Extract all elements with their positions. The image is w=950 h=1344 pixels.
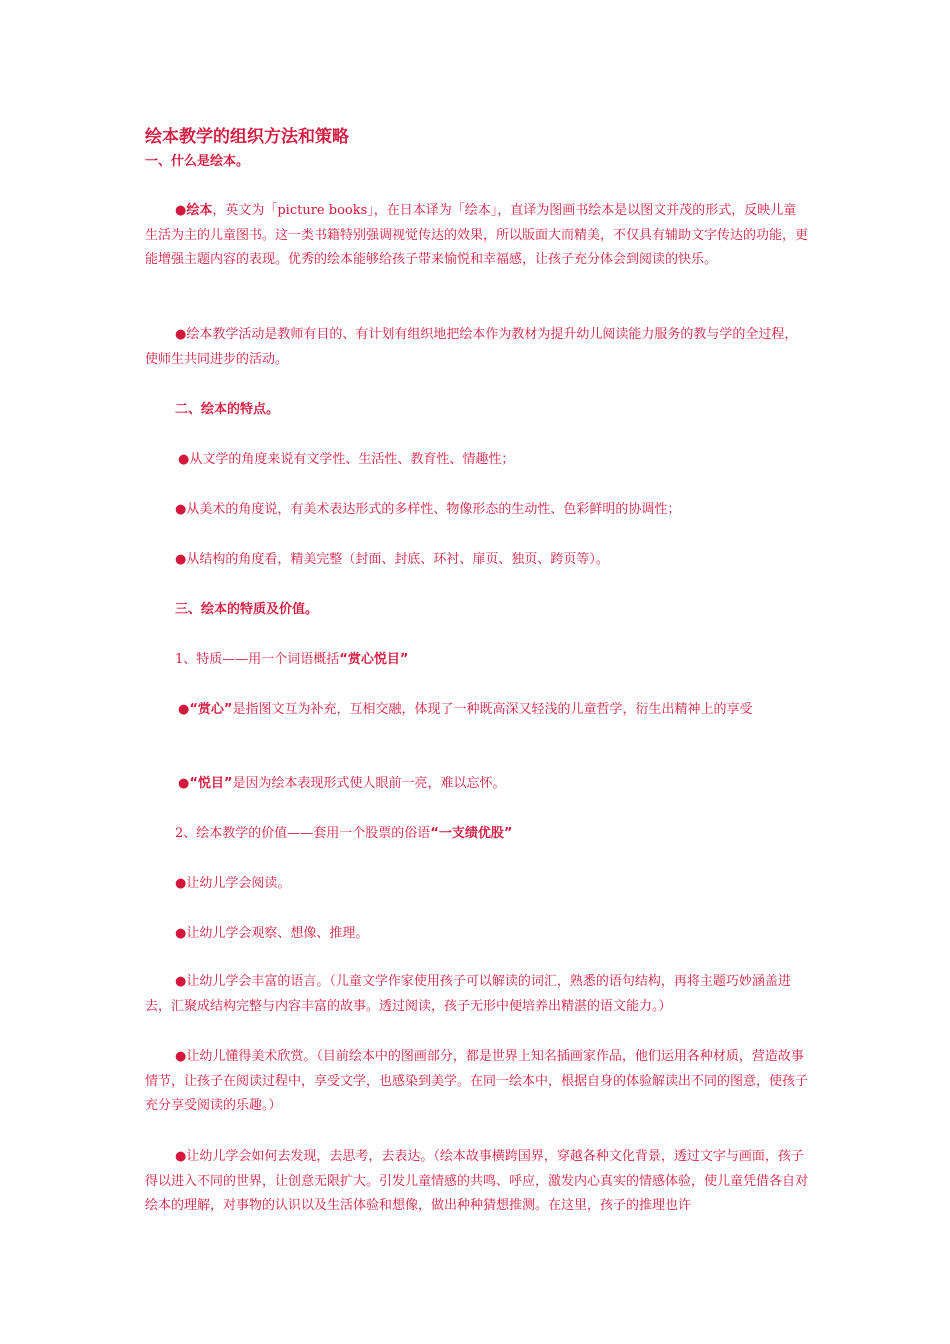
bullet-icon: ● [175,203,187,218]
subsection-quality-emphasis: “赏心悦目” [339,652,409,667]
bullet-icon: ● [178,702,190,717]
feature-item-art: ●从美术的角度说，有美术表达形式的多样性、物像形态的生动性、色彩鲜明的协调性； [175,502,681,517]
value-item-language: ●让幼儿学会丰富的语言。（儿童文学作家使用孩子可以解读的词汇，熟悉的语句结构，再将主题巧妙涵盖进去，汇聚成结构完整与内容丰富的故事。透过阅读，孩子无形中便培养出精湛的语文能力。） [145,974,791,1014]
value-item-observe: ●让幼儿学会观察、想像、推理。 [175,926,369,941]
section2-heading: 二、绘本的特点。 [175,402,280,417]
bullet-icon: ● [178,776,190,791]
value-item-art-appreciation: ●让幼儿懂得美术欣赏。（目前绘本中的图画部分，都是世界上知名插画家作品，他们运用各种材质，营造故事情节，让孩子在阅读过程中，享受文学，也感染到美学。在同一绘本中，根据自身的体验解读出不同的图意，使孩子充分享受阅读的乐趣。） [145,1049,809,1113]
section3-heading: 三、绘本的特质及价值。 [175,602,319,617]
document-title: 绘本教学的组织方法和策略 [145,127,349,147]
subsection-value-prefix: 2、绘本教学的价值——套用一个股票的俗语 [175,826,431,841]
section1-heading: 一、什么是绘本。 [145,154,250,169]
shangxin-item [178,700,752,720]
yuemu-term: “悦目” [189,776,233,791]
subsection-quality [175,650,408,670]
subsection-value-emphasis: “一支绩优股” [430,826,513,841]
subsection-value [175,824,512,844]
subsection-quality-prefix: 1、特质——用一个词语概括 [175,652,340,667]
feature-item-structure: ●从结构的角度看，精美完整（封面、封底、环衬、扉页、独页、跨页等）。 [175,552,609,567]
value-item-discover: ●让幼儿学会如何去发现，去思考，去表达。（绘本故事横跨国界，穿越各种文化背景，透过文字与画面，孩子得以进入不同的世界，让创意无限扩大。引发儿童情感的共鸣、呼应，激发内心真实的情感体验，使儿童凭借各自对绘本的理解，对事物的认识以及生活体验和想像，做出种种猜想推测。在这里，孩子的推理也许 [145,1149,809,1213]
yuemu-item [178,774,505,794]
value-item-reading: ●让幼儿学会阅读。 [175,876,291,891]
section1-paragraph-2: ●绘本教学活动是教师有目的、有计划有组织地把绘本作为教材为提升幼儿阅读能力服务的教与学的全过程，使师生共同进步的活动。 [145,327,798,367]
shangxin-text: 是指图文互为补充，互相交融，体现了一种既高深又轻浅的儿童哲学，衍生出精神上的享受 [232,702,753,717]
yuemu-text: 是因为绘本表现形式使人眼前一亮，难以忘怀。 [232,776,506,791]
term-huiben: 绘本 [186,203,213,218]
section1-paragraph-1 [145,199,809,273]
paragraph-text: ，英文为「picture books」，在日本译为「绘本」，直译为图画书绘本是以图文并茂的形式，反映儿童生活为主的儿童图书。这一类书籍特别强调视觉传达的效果，所以版面大而精美，不仅具有辅助文字传达的功能，更能增强主题内容的表现。优秀的绘本能够给孩子带来愉悦和幸福感，让孩子充分体会到阅读的快乐。 [145,203,809,267]
feature-item-literature: ●从文学的角度来说有文学性、生活性、教育性、情趣性； [178,452,515,467]
shangxin-term: “赏心” [189,702,233,717]
